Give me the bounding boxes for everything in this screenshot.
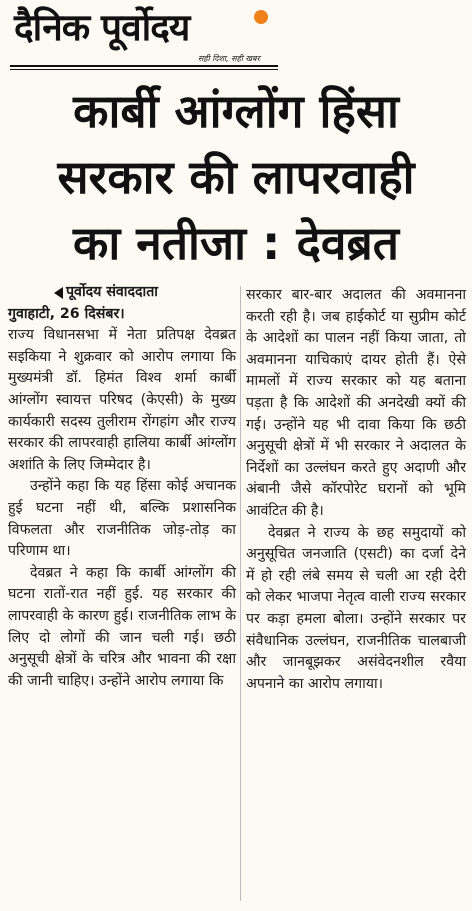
masthead-rule (10, 65, 278, 67)
headline (0, 78, 472, 276)
column-divider (240, 286, 241, 901)
headline-line-3: का नतीजा : देवब्रत (73, 216, 399, 270)
paragraph: राज्य विधानसभा में नेता प्रतिपक्ष देवब्रत सइकिया ने शुक्रवार को आरोप लगाया कि मुख्यमंत्री डॉ. हिमंत विश्व शर्मा कार्बी आंग्लोंग स्वायत्त परिषद (केएसी) के मुख्य कार्यकारी सदस्य तुलीराम रोंगहांग और राज्य सरकार की लापरवाही हालिया कार्बी आंग्लोंग अशांति के लिए जिम्मेदार है। (8, 327, 236, 473)
paragraph: सरकार बार-बार अदालत की अवमानना करती रही है। जब हाईकोर्ट या सुप्रीम कोर्ट के आदेशों का पालन नहीं किया जाता, तो अवमानना याचिकाएं दायर होती हैं। ऐसे मामलों में राज्य सरकार को यह बताना पड़ता है कि आदेशों की अनदेखी क्यों की गई। उन्होंने यह भी दावा किया कि छठी अनुसूची क्षेत्रों में भी सरकार ने अदालत के निर्देशों का उल्लंघन करते हुए अदाणी और अंबानी जैसे कॉरपोरेट घरानों को भूमि आवंटित की है। (246, 287, 466, 519)
paragraph: देवब्रत ने कहा कि कार्बी आंग्लोंग की घटना रातों-रात नहीं हुई. यह सरकार की लापरवाही के कारण हुई। राजनीतिक लाभ के लिए दो लोगों की जान चली गई। छठी अनुसूची क्षेत्रों के चरित्र और भावना की रक्षा की जानी चाहिए। उन्होंने आरोप लगाया कि (8, 564, 236, 689)
headline-line-2: सरकार की लापरवाही (57, 150, 415, 204)
article-column-right (246, 285, 466, 695)
dateline: गुवाहाटी, 26 दिसंबर। (8, 305, 125, 322)
tagline: सही दिशा, सही खबर (198, 54, 260, 63)
headline-line-1: कार्बी आंग्लोंग हिंसा (73, 84, 399, 138)
arrow-left-icon (54, 287, 63, 299)
masthead (0, 0, 472, 78)
logo-dot (254, 10, 268, 24)
newspaper-logo: दैनिक पूर्वोदय (14, 6, 190, 49)
paragraph: देवब्रत ने राज्य के छह समुदायों को अनुसूचित जनजाति (एसटी) का दर्जा देने में हो रही लंबे समय से चली आ रही देरी को लेकर भाजपा नेतृत्व वाली राज्य सरकार पर कड़ा हमला बोला। उन्होंने सरकार पर संवैधानिक उल्लंघन, राजनीतिक चालबाजी और जानबूझकर असंवेदनशील रवैया अपनाने का आरोप लगाया। (246, 524, 466, 692)
byline: पूर्वोदय संवाददाता (8, 282, 236, 304)
masthead-rule-thin (10, 69, 278, 70)
paragraph: उन्होंने कहा कि यह हिंसा कोई अचानक हुई घटना नहीं थी, बल्कि प्रशासनिक विफलता और राजनीतिक जोड़-तोड़ का परिणाम था। (8, 478, 236, 560)
article-column-left (8, 282, 236, 692)
